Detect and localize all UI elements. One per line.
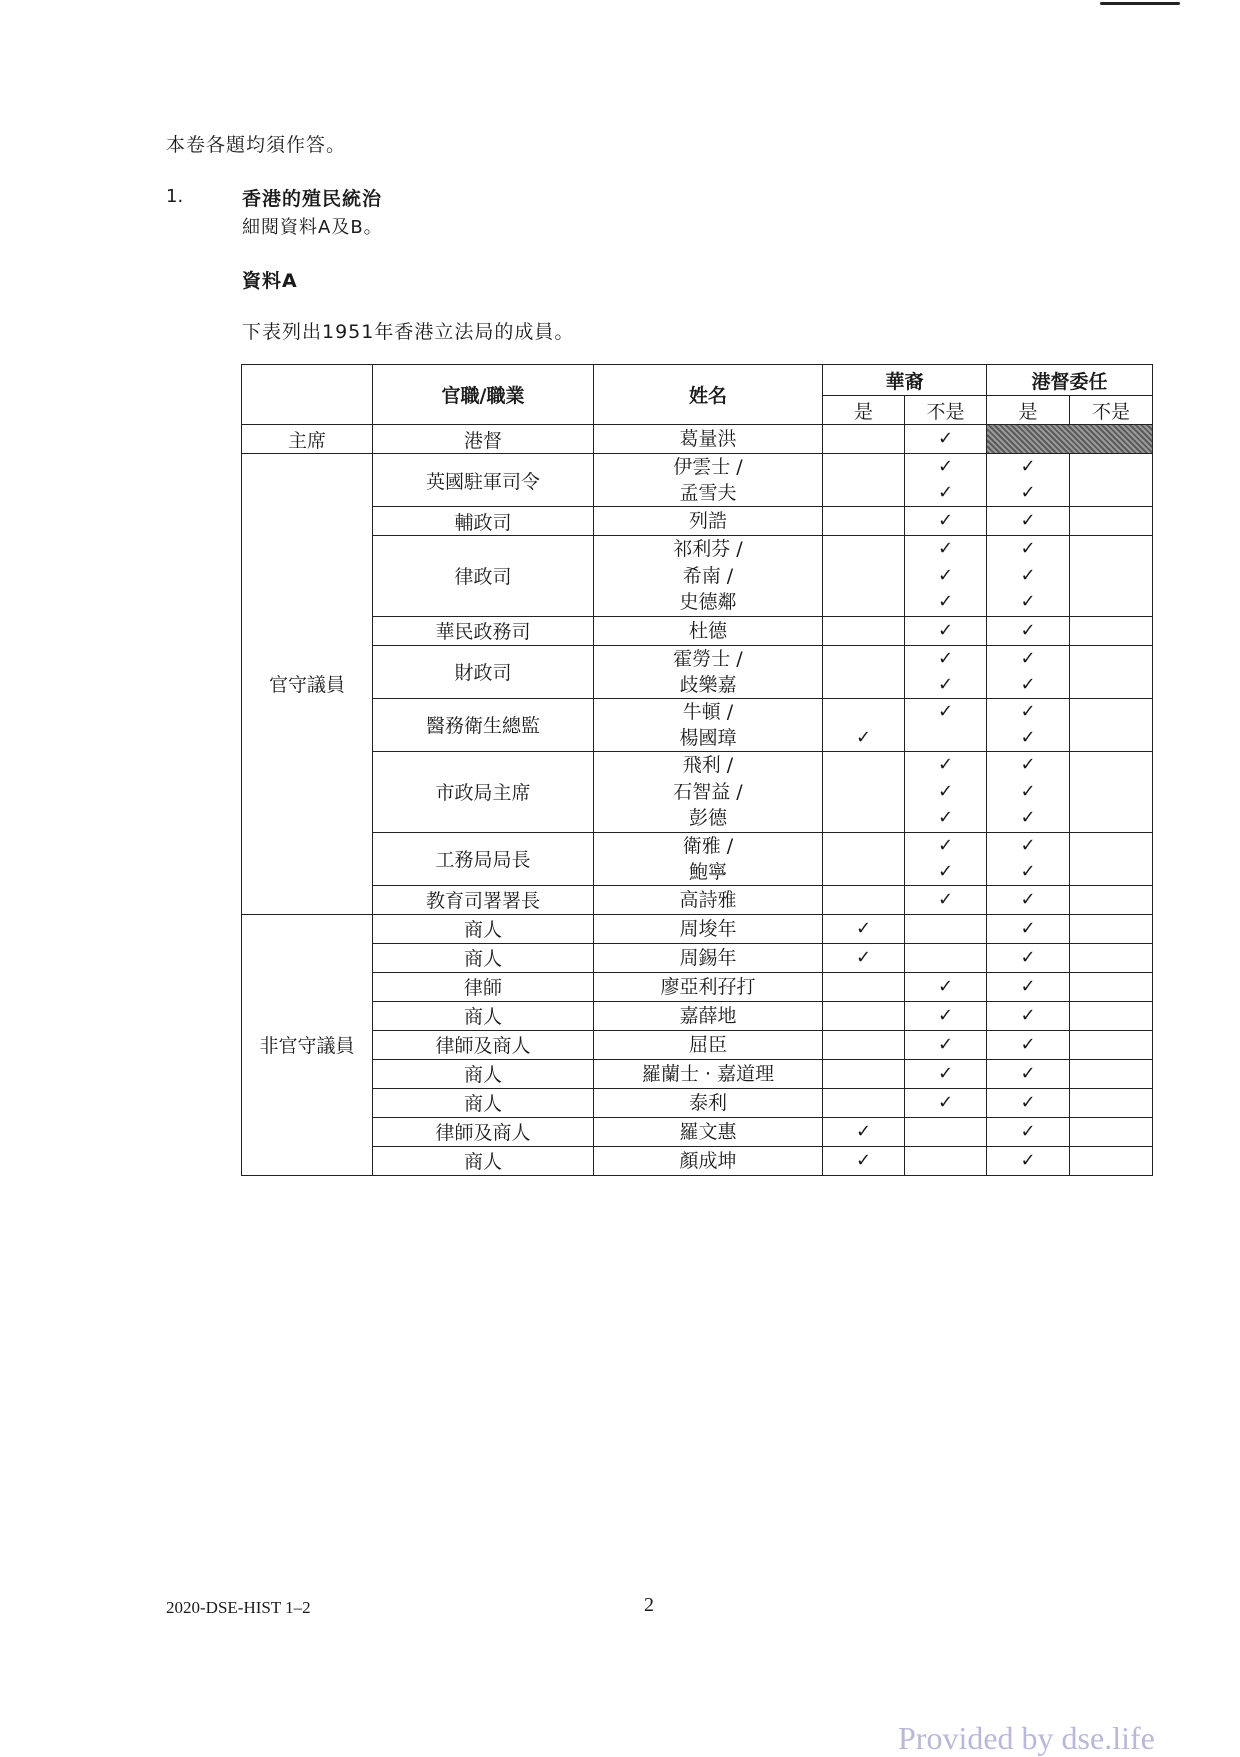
check-mark-icon: ✓ xyxy=(937,1091,954,1113)
appointed-no-cell xyxy=(1070,751,1153,832)
appointed-no-cell xyxy=(1070,943,1153,972)
name-cell xyxy=(594,645,823,698)
check-mark-icon: ✓ xyxy=(1020,673,1036,695)
appointed-yes-cell xyxy=(987,536,1070,617)
check-mark-icon: ✓ xyxy=(1020,564,1036,586)
check-mark-icon xyxy=(1070,1147,1152,1175)
member-name: 祁利芬 / xyxy=(673,538,743,560)
footer-paper-code: 2020-DSE-HIST 1–2 xyxy=(166,1598,311,1617)
name-cell xyxy=(594,1059,823,1088)
check-mark-icon xyxy=(823,672,904,698)
table-row xyxy=(242,645,1153,698)
question-number: 1. xyxy=(166,186,184,207)
check-mark-icon xyxy=(1070,944,1152,972)
check-mark-icon xyxy=(1070,752,1152,779)
chinese-yes-cell xyxy=(823,698,905,751)
appointed-yes-cell xyxy=(987,751,1070,832)
chinese-no-cell xyxy=(905,751,987,832)
appointed-no-cell xyxy=(1070,1146,1153,1175)
chinese-no-cell xyxy=(905,536,987,617)
table-row xyxy=(242,972,1153,1001)
check-mark-icon: ✓ xyxy=(1020,1062,1036,1084)
name-cell xyxy=(594,1117,823,1146)
appointed-yes-cell xyxy=(987,885,1070,914)
watermark-text: Provided by dse.life xyxy=(898,1720,1155,1756)
chinese-no-cell xyxy=(905,1030,987,1059)
check-mark-icon: ✓ xyxy=(1020,456,1036,477)
check-mark-icon: ✓ xyxy=(1020,975,1036,997)
appointed-yes-cell xyxy=(987,1030,1070,1059)
check-mark-icon: ✓ xyxy=(937,619,954,641)
chinese-no-cell xyxy=(905,943,987,972)
page-number: 2 xyxy=(644,1594,654,1616)
check-mark-icon: ✓ xyxy=(937,564,954,586)
check-mark-icon: ✓ xyxy=(1020,1004,1036,1026)
position-cell: 市政局主席 xyxy=(373,751,594,832)
appointed-no-cell xyxy=(1070,1088,1153,1117)
check-mark-icon: ✓ xyxy=(1020,591,1036,613)
table-row xyxy=(242,943,1153,972)
check-mark-icon: ✓ xyxy=(1020,1149,1036,1171)
legco-members-table xyxy=(241,364,1153,1176)
table-row xyxy=(242,751,1153,832)
check-mark-icon: ✓ xyxy=(1020,807,1036,829)
role-cell: 官守議員 xyxy=(242,454,373,915)
check-mark-icon xyxy=(1070,859,1152,885)
instruction-text: 本卷各題均須作答。 xyxy=(166,134,347,156)
check-mark-icon xyxy=(1070,563,1152,590)
appointed-no-cell xyxy=(1070,507,1153,536)
check-mark-icon xyxy=(1070,454,1152,480)
check-mark-icon xyxy=(823,1060,904,1088)
check-mark-icon xyxy=(1070,617,1152,645)
header-chinese: 華裔 xyxy=(823,365,987,396)
name-cell xyxy=(594,914,823,943)
check-mark-icon: ✓ xyxy=(1020,1033,1036,1055)
check-mark-icon: ✓ xyxy=(1020,1091,1036,1113)
check-mark-icon xyxy=(823,454,904,480)
appointed-yes-cell xyxy=(987,454,1070,507)
table-row xyxy=(242,1001,1153,1030)
check-mark-icon xyxy=(1070,699,1152,725)
appointed-no-cell xyxy=(1070,616,1153,645)
member-name: 彭德 xyxy=(688,807,727,830)
check-mark-icon: ✓ xyxy=(937,510,954,531)
chinese-yes-cell xyxy=(823,1059,905,1088)
position-cell: 輔政司 xyxy=(373,507,594,536)
check-mark-icon xyxy=(905,915,986,943)
header-chinese-yes: 是 xyxy=(823,396,905,425)
chinese-no-cell xyxy=(905,698,987,751)
check-mark-icon: ✓ xyxy=(937,428,954,449)
appointed-no-cell xyxy=(1070,645,1153,698)
member-name: 伊雲士 / xyxy=(673,456,743,478)
position-cell: 華民政務司 xyxy=(373,616,594,645)
table-row xyxy=(242,1030,1153,1059)
chinese-no-cell xyxy=(905,425,987,454)
check-mark-icon xyxy=(823,425,904,453)
table-body xyxy=(242,425,1153,1176)
name-cell xyxy=(594,425,823,454)
check-mark-icon: ✓ xyxy=(1020,482,1036,503)
member-name: 周埈年 xyxy=(679,917,737,940)
name-cell xyxy=(594,943,823,972)
check-mark-icon: ✓ xyxy=(937,591,954,613)
check-mark-icon: ✓ xyxy=(937,647,954,669)
name-cell xyxy=(594,698,823,751)
appointed-yes-cell xyxy=(987,943,1070,972)
member-name: 泰利 xyxy=(688,1091,727,1114)
check-mark-icon xyxy=(823,646,904,672)
appointed-no-cell xyxy=(1070,698,1153,751)
chinese-no-cell xyxy=(905,885,987,914)
source-caption: 下表列出1951年香港立法局的成員。 xyxy=(242,321,575,343)
table-row xyxy=(242,507,1153,536)
check-mark-icon xyxy=(823,805,904,832)
check-mark-icon: ✓ xyxy=(937,753,954,775)
chinese-yes-cell xyxy=(823,536,905,617)
check-mark-icon: ✓ xyxy=(1020,834,1036,856)
table-row xyxy=(242,885,1153,914)
name-cell xyxy=(594,885,823,914)
name-cell xyxy=(594,1001,823,1030)
table-row xyxy=(242,1088,1153,1117)
chinese-no-cell xyxy=(905,1146,987,1175)
check-mark-icon: ✓ xyxy=(1020,888,1036,910)
check-mark-icon xyxy=(1070,480,1152,506)
appointed-yes-cell xyxy=(987,972,1070,1001)
chinese-no-cell xyxy=(905,1001,987,1030)
name-cell xyxy=(594,536,823,617)
table-row xyxy=(242,536,1153,617)
check-mark-icon: ✓ xyxy=(855,946,872,968)
source-heading: 資料A xyxy=(242,270,298,292)
name-cell xyxy=(594,507,823,536)
check-mark-icon xyxy=(823,507,904,535)
position-cell: 律師 xyxy=(373,972,594,1001)
check-mark-icon xyxy=(1070,1089,1152,1117)
check-mark-icon xyxy=(1070,646,1152,672)
chinese-yes-cell xyxy=(823,425,905,454)
question-subtitle: 細閱資料A及B。 xyxy=(242,217,383,238)
check-mark-icon: ✓ xyxy=(937,482,954,503)
position-cell: 商人 xyxy=(373,914,594,943)
table-row xyxy=(242,698,1153,751)
check-mark-icon: ✓ xyxy=(1020,647,1036,669)
appointed-yes-cell xyxy=(987,1117,1070,1146)
top-edge-mark xyxy=(1100,2,1180,5)
check-mark-icon xyxy=(1070,1060,1152,1088)
position-cell: 醫務衛生總監 xyxy=(373,698,594,751)
table-row xyxy=(242,1146,1153,1175)
name-cell xyxy=(594,972,823,1001)
position-cell: 財政司 xyxy=(373,645,594,698)
check-mark-icon xyxy=(823,752,904,779)
check-mark-icon: ✓ xyxy=(937,1004,954,1026)
role-cell: 非官守議員 xyxy=(242,914,373,1175)
check-mark-icon: ✓ xyxy=(937,780,954,802)
table-row xyxy=(242,425,1153,454)
check-mark-icon xyxy=(1070,589,1152,616)
check-mark-icon xyxy=(823,886,904,914)
check-mark-icon xyxy=(1070,805,1152,832)
position-cell: 商人 xyxy=(373,1146,594,1175)
chinese-yes-cell xyxy=(823,972,905,1001)
header-position: 官職/職業 xyxy=(373,365,594,425)
appointed-yes-cell xyxy=(987,1059,1070,1088)
header-appointed-no: 不是 xyxy=(1070,396,1153,425)
header-appointed-yes: 是 xyxy=(987,396,1070,425)
appointed-no-cell xyxy=(1070,1001,1153,1030)
appointed-no-cell xyxy=(1070,454,1153,507)
member-name: 衛雅 / xyxy=(682,834,734,857)
check-mark-icon: ✓ xyxy=(937,975,954,997)
name-cell xyxy=(594,1146,823,1175)
chinese-yes-cell xyxy=(823,507,905,536)
check-mark-icon: ✓ xyxy=(1020,860,1036,882)
check-mark-icon xyxy=(905,944,986,972)
check-mark-icon: ✓ xyxy=(855,1149,872,1171)
check-mark-icon xyxy=(823,536,904,563)
chinese-yes-cell xyxy=(823,885,905,914)
appointed-no-cell xyxy=(1070,972,1153,1001)
check-mark-icon: ✓ xyxy=(937,1033,954,1055)
chinese-yes-cell xyxy=(823,1117,905,1146)
check-mark-icon xyxy=(1070,1002,1152,1030)
check-mark-icon: ✓ xyxy=(937,834,954,856)
header-appointed: 港督委任 xyxy=(987,365,1153,396)
appointed-yes-cell xyxy=(987,1146,1070,1175)
name-cell xyxy=(594,454,823,507)
chinese-no-cell xyxy=(905,507,987,536)
check-mark-icon xyxy=(905,1147,986,1175)
table-row xyxy=(242,616,1153,645)
position-cell: 律政司 xyxy=(373,536,594,617)
table-row xyxy=(242,454,1153,507)
check-mark-icon: ✓ xyxy=(1020,538,1036,559)
appointed-no-cell xyxy=(1070,1117,1153,1146)
name-cell xyxy=(594,751,823,832)
check-mark-icon: ✓ xyxy=(1020,946,1036,968)
chinese-yes-cell xyxy=(823,616,905,645)
chinese-no-cell xyxy=(905,454,987,507)
member-name: 孟雪夫 xyxy=(679,482,737,504)
check-mark-icon: ✓ xyxy=(1020,726,1036,748)
check-mark-icon: ✓ xyxy=(937,888,954,910)
member-name: 鮑寧 xyxy=(688,860,727,883)
member-name: 牛頓 / xyxy=(682,700,734,723)
position-cell: 律師及商人 xyxy=(373,1117,594,1146)
chinese-yes-cell xyxy=(823,1146,905,1175)
position-cell: 工務局局長 xyxy=(373,832,594,885)
name-cell xyxy=(594,1088,823,1117)
position-cell: 商人 xyxy=(373,1001,594,1030)
check-mark-icon xyxy=(823,859,904,885)
member-name: 廖亞利孖打 xyxy=(660,975,756,998)
check-mark-icon xyxy=(1070,973,1152,1001)
member-name: 嘉薛地 xyxy=(679,1004,737,1027)
appointed-no-cell xyxy=(1070,832,1153,885)
check-mark-icon xyxy=(1070,833,1152,859)
appointed-yes-cell xyxy=(987,1001,1070,1030)
check-mark-icon: ✓ xyxy=(1020,780,1036,802)
question-title: 香港的殖民統治 xyxy=(242,188,383,210)
position-cell: 教育司署署長 xyxy=(373,885,594,914)
chinese-yes-cell xyxy=(823,1030,905,1059)
header-name: 姓名 xyxy=(594,365,823,425)
member-name: 史德鄰 xyxy=(679,591,737,614)
check-mark-icon: ✓ xyxy=(937,700,954,722)
check-mark-icon: ✓ xyxy=(1020,1120,1036,1142)
header-chinese-no: 不是 xyxy=(905,396,987,425)
check-mark-icon: ✓ xyxy=(937,1062,954,1084)
chinese-no-cell xyxy=(905,645,987,698)
chinese-no-cell xyxy=(905,832,987,885)
table-row xyxy=(242,1059,1153,1088)
header-role-blank xyxy=(242,365,373,425)
check-mark-icon: ✓ xyxy=(937,538,954,559)
member-name: 葛量洪 xyxy=(679,428,737,450)
check-mark-icon: ✓ xyxy=(1020,700,1036,722)
appointed-no-cell xyxy=(1070,885,1153,914)
check-mark-icon xyxy=(823,563,904,590)
check-mark-icon xyxy=(823,779,904,806)
appointed-yes-cell xyxy=(987,832,1070,885)
check-mark-icon xyxy=(823,480,904,506)
check-mark-icon: ✓ xyxy=(937,807,954,829)
member-name: 周錫年 xyxy=(679,946,737,969)
check-mark-icon xyxy=(905,725,986,751)
check-mark-icon xyxy=(823,1031,904,1059)
check-mark-icon: ✓ xyxy=(1020,917,1036,939)
appointed-yes-cell xyxy=(987,616,1070,645)
appointed-yes-cell xyxy=(987,1088,1070,1117)
check-mark-icon xyxy=(823,589,904,616)
position-cell: 港督 xyxy=(373,425,594,454)
check-mark-icon: ✓ xyxy=(1020,510,1036,531)
appointed-no-cell xyxy=(1070,1030,1153,1059)
appointed-no-cell xyxy=(1070,1059,1153,1088)
chinese-no-cell xyxy=(905,1059,987,1088)
table-row xyxy=(242,914,1153,943)
chinese-yes-cell xyxy=(823,1088,905,1117)
check-mark-icon xyxy=(1070,536,1152,563)
member-name: 希南 / xyxy=(682,564,734,587)
member-name: 楊國璋 xyxy=(679,726,737,749)
member-name: 石智益 / xyxy=(673,780,743,803)
check-mark-icon xyxy=(1070,1031,1152,1059)
check-mark-icon: ✓ xyxy=(937,456,954,477)
appointed-yes-cell xyxy=(987,507,1070,536)
check-mark-icon xyxy=(1070,1118,1152,1146)
appointed-yes-cell xyxy=(987,698,1070,751)
check-mark-icon xyxy=(823,699,904,725)
member-name: 屈臣 xyxy=(688,1033,727,1056)
member-name: 羅文惠 xyxy=(679,1120,737,1143)
chinese-no-cell xyxy=(905,616,987,645)
name-cell xyxy=(594,616,823,645)
check-mark-icon xyxy=(905,1118,986,1146)
member-name: 飛利 / xyxy=(682,753,734,776)
table-row xyxy=(242,1117,1153,1146)
member-name: 羅蘭士 · 嘉道理 xyxy=(641,1062,775,1085)
check-mark-icon: ✓ xyxy=(937,673,954,695)
appointed-shaded-cell xyxy=(987,425,1153,454)
check-mark-icon: ✓ xyxy=(855,1120,872,1142)
appointed-no-cell xyxy=(1070,914,1153,943)
check-mark-icon xyxy=(1070,507,1152,535)
check-mark-icon xyxy=(1070,725,1152,751)
chinese-yes-cell xyxy=(823,914,905,943)
position-cell: 商人 xyxy=(373,1088,594,1117)
check-mark-icon xyxy=(823,1002,904,1030)
position-cell: 商人 xyxy=(373,1059,594,1088)
member-name: 杜德 xyxy=(688,619,727,642)
chinese-no-cell xyxy=(905,972,987,1001)
chinese-no-cell xyxy=(905,1117,987,1146)
chinese-no-cell xyxy=(905,1088,987,1117)
position-cell: 英國駐軍司令 xyxy=(373,454,594,507)
member-name: 歧樂嘉 xyxy=(679,673,737,696)
member-name: 霍勞士 / xyxy=(673,647,743,670)
chinese-yes-cell xyxy=(823,832,905,885)
check-mark-icon xyxy=(823,833,904,859)
chinese-yes-cell xyxy=(823,645,905,698)
position-cell: 律師及商人 xyxy=(373,1030,594,1059)
appointed-yes-cell xyxy=(987,914,1070,943)
appointed-no-cell xyxy=(1070,536,1153,617)
check-mark-icon: ✓ xyxy=(937,860,954,882)
check-mark-icon: ✓ xyxy=(1020,753,1036,775)
chinese-no-cell xyxy=(905,914,987,943)
member-name: 列誥 xyxy=(688,510,727,532)
check-mark-icon xyxy=(823,973,904,1001)
check-mark-icon: ✓ xyxy=(855,917,872,939)
member-name: 高詩雅 xyxy=(679,888,737,911)
check-mark-icon xyxy=(823,617,904,645)
chinese-yes-cell xyxy=(823,943,905,972)
check-mark-icon xyxy=(1070,886,1152,914)
role-cell: 主席 xyxy=(242,425,373,454)
name-cell xyxy=(594,832,823,885)
table-row xyxy=(242,832,1153,885)
check-mark-icon: ✓ xyxy=(855,726,872,748)
member-name: 顏成坤 xyxy=(679,1149,737,1172)
check-mark-icon xyxy=(823,1089,904,1117)
name-cell xyxy=(594,1030,823,1059)
chinese-yes-cell xyxy=(823,454,905,507)
check-mark-icon: ✓ xyxy=(1020,619,1036,641)
position-cell: 商人 xyxy=(373,943,594,972)
check-mark-icon xyxy=(1070,672,1152,698)
appointed-yes-cell xyxy=(987,645,1070,698)
chinese-yes-cell xyxy=(823,1001,905,1030)
check-mark-icon xyxy=(1070,779,1152,806)
chinese-yes-cell xyxy=(823,751,905,832)
check-mark-icon xyxy=(1070,915,1152,943)
